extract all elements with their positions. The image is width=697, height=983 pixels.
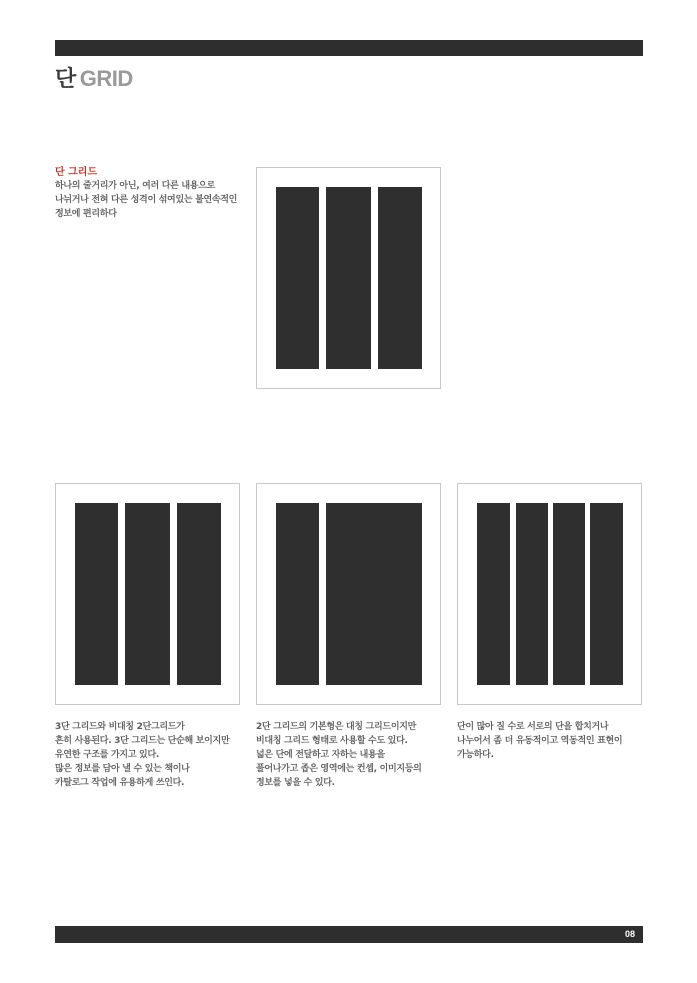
grid-column — [75, 503, 118, 685]
grid-column — [276, 187, 319, 369]
caption-three-column: 3단 그리드와 비대칭 2단그리드가 흔히 사용된다. 3단 그리드는 단순해 보이지만 유연한 구조를 가지고 있다. 많은 정보를 담아 낼 수 있는 책이나 카탈로그 작업에 유용하게 쓰인다. — [55, 722, 230, 788]
grid-example-three-column — [55, 483, 240, 705]
grid-column — [125, 503, 170, 685]
grid-column — [378, 187, 422, 369]
page-title-korean: 단 — [55, 67, 76, 92]
grid-column — [516, 503, 548, 685]
intro-heading: 단 그리드 — [55, 167, 98, 178]
grid-example-intro — [256, 167, 441, 389]
grid-example-asymmetric-two-column — [256, 483, 441, 705]
grid-column — [553, 503, 585, 685]
page-title — [55, 64, 133, 94]
grid-column-narrow — [276, 503, 319, 685]
caption-asymmetric-two-column: 2단 그리드의 기본형은 대칭 그리드이지만 비대칭 그리드 형태로 사용할 수도 있다. 넓은 단에 전달하고 자하는 내용을 풀어나가고 좁은 영역에는 컨셉, 이미지등의 정보를 넣을 수 있다. — [256, 722, 422, 788]
caption-four-column: 단이 많아 질 수로 서로의 단을 합치거나 나누어서 좀 더 유동적이고 역동적인 표현이 가능하다. — [457, 722, 623, 760]
grid-column — [590, 503, 623, 685]
bottom-bar — [55, 926, 643, 943]
intro-body: 하나의 줄거리가 아닌, 여러 다른 내용으로 나뉘거나 전혀 다른 성격이 섞여있는 불연속적인 정보에 편리하다 — [55, 181, 238, 219]
page-title-english: GRID — [79, 66, 133, 91]
grid-column-wide — [326, 503, 422, 685]
grid-column — [477, 503, 510, 685]
intro-section — [55, 166, 250, 221]
page-number: 08 — [624, 929, 635, 939]
grid-example-four-column — [457, 483, 642, 705]
grid-column — [177, 503, 221, 685]
top-bar — [55, 40, 643, 56]
grid-column — [326, 187, 371, 369]
